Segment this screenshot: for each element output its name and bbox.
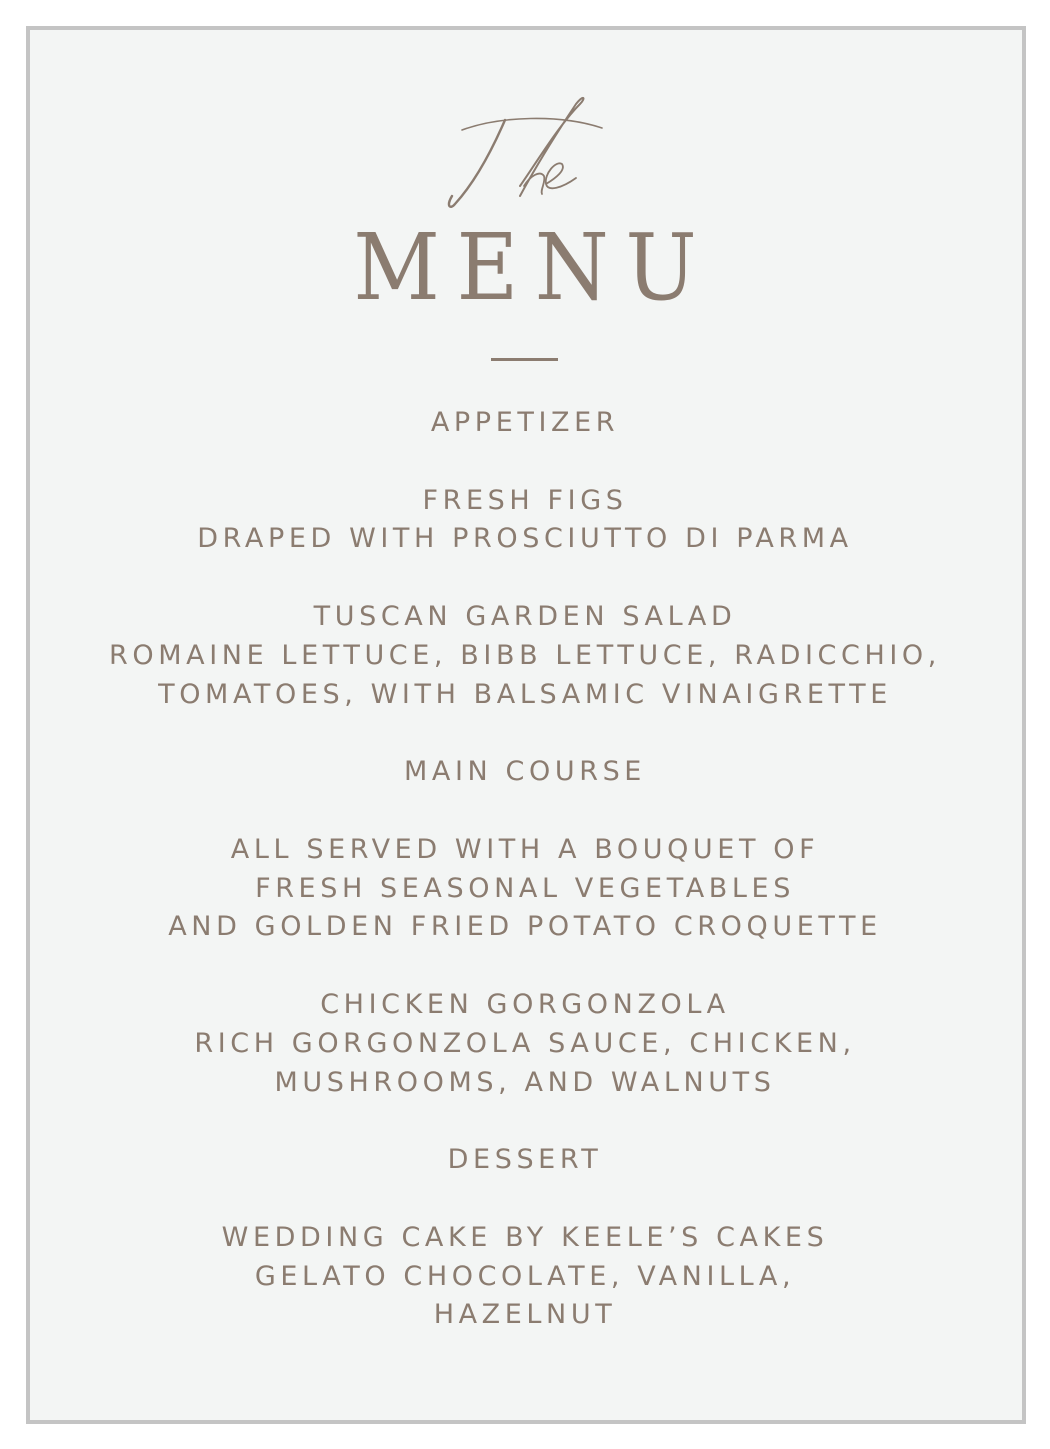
- spacer: [0, 714, 1050, 753]
- menu-body: [0, 404, 1050, 1335]
- dish-description: RICH GORGONZOLA SAUCE, CHICKEN,: [194, 1027, 856, 1059]
- section-heading-appetizer: APPETIZER: [430, 407, 620, 438]
- spacer: [0, 559, 1050, 598]
- dish-name: TUSCAN GARDEN SALAD: [313, 600, 737, 632]
- dish-description: DRAPED WITH PROSCIUTTO DI PARMA: [197, 523, 853, 555]
- title-divider: [491, 358, 558, 361]
- section-heading-dessert: DESSERT: [447, 1144, 603, 1176]
- dish-name: WEDDING CAKE BY KEELE’S CAKES: [221, 1221, 829, 1253]
- spacer: [0, 792, 1050, 831]
- section-heading-main-course: MAIN COURSE: [404, 756, 646, 788]
- spacer: [0, 443, 1050, 482]
- dish-description: TOMATOES, WITH BALSAMIC VINAIGRETTE: [158, 678, 892, 710]
- dish-description: GELATO CHOCOLATE, VANILLA,: [254, 1260, 796, 1292]
- spacer: [0, 947, 1050, 986]
- course-note: ALL SERVED WITH A BOUQUET OF: [230, 833, 820, 865]
- spacer: [0, 1102, 1050, 1141]
- dish-name: FRESH FIGS: [422, 484, 628, 516]
- dish-description: ROMAINE LETTUCE, BIBB LETTUCE, RADICCHIO,: [109, 639, 941, 671]
- course-note: FRESH SEASONAL VEGETABLES: [255, 872, 795, 904]
- spacer: [0, 1180, 1050, 1219]
- menu-title: MENU: [353, 214, 714, 321]
- dish-description: HAZELNUT: [433, 1299, 617, 1331]
- course-note: AND GOLDEN FRIED POTATO CROQUETTE: [168, 911, 882, 943]
- dish-description: MUSHROOMS, AND WALNUTS: [274, 1066, 776, 1098]
- dish-name: CHICKEN GORGONZOLA: [320, 988, 730, 1020]
